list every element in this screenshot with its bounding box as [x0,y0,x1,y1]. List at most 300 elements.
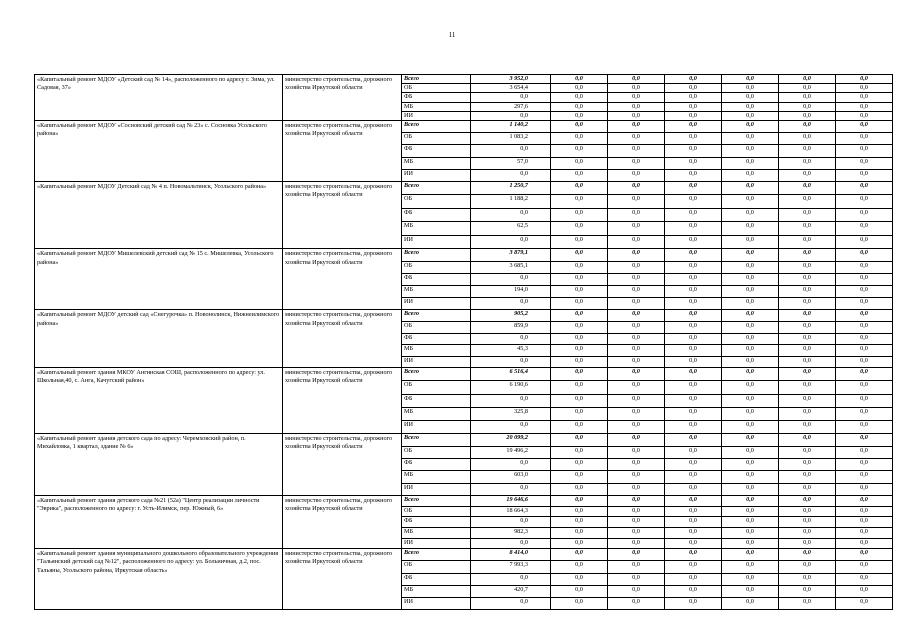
amount-cell: 0,0 [836,345,893,357]
amount-cell: 0,0 [551,222,608,236]
funding-source: ОБ [402,321,471,333]
amount-cell: 0,0 [836,597,893,609]
amount-cell: 0,0 [471,421,551,434]
project-executor: министерство строительства, дорожного хозяйства Иркутской области [283,310,402,368]
amount-cell: 0,0 [608,333,665,345]
amount-cell: 0,0 [722,157,779,169]
amount-cell: 0,0 [608,345,665,357]
amount-cell: 0,0 [608,195,665,209]
amount-cell: 62,5 [471,222,551,236]
amount-cell: 0,0 [836,573,893,585]
amount-cell: 0,0 [551,75,608,84]
funding-source: Всего [402,249,471,261]
amount-cell: 0,0 [551,285,608,297]
funding-source: ФБ [402,145,471,157]
amount-cell: 0,0 [836,249,893,261]
amount-cell: 0,0 [551,261,608,273]
amount-cell: 0,0 [836,483,893,495]
amount-cell: 0,0 [551,381,608,394]
funding-source: ФБ [402,333,471,345]
funding-source: ИИ [402,538,471,549]
amount-cell: 0,0 [722,368,779,381]
funding-table [34,74,893,610]
amount-cell: 1 140,2 [471,120,551,132]
amount-cell: 0,0 [608,285,665,297]
amount-cell: 0,0 [722,549,779,561]
amount-cell: 0,0 [551,249,608,261]
amount-cell: 0,0 [471,111,551,120]
project-executor: министерство строительства, дорожного хозяйства Иркутской области [283,549,402,610]
amount-cell: 0,0 [779,321,836,333]
amount-cell: 0,0 [608,421,665,434]
amount-cell: 0,0 [779,421,836,434]
amount-cell: 0,0 [551,133,608,145]
amount-cell: 0,0 [722,310,779,322]
amount-cell: 0,0 [779,235,836,249]
amount-cell: 0,0 [608,381,665,394]
amount-cell: 0,0 [608,483,665,495]
amount-cell: 0,0 [665,298,722,310]
project-executor: министерство строительства, дорожного хозяйства Иркутской области [283,120,402,181]
funding-source: ИИ [402,597,471,609]
funding-source: Всего [402,549,471,561]
amount-cell: 0,0 [551,235,608,249]
amount-cell: 0,0 [779,446,836,458]
amount-cell: 0,0 [608,561,665,573]
funding-source: ИИ [402,235,471,249]
amount-cell: 0,0 [779,496,836,507]
amount-cell: 0,0 [779,597,836,609]
amount-cell: 0,0 [779,273,836,285]
amount-cell: 0,0 [722,120,779,132]
amount-cell: 0,0 [779,333,836,345]
amount-cell: 0,0 [836,446,893,458]
amount-cell: 0,0 [665,181,722,195]
amount-cell: 1 083,2 [471,133,551,145]
amount-cell: 0,0 [665,345,722,357]
project-description: «Капитальный ремонт МДОУ Детский сад № 4 п. Новомальтинск, Усольского района» [35,181,283,249]
amount-cell: 0,0 [836,298,893,310]
amount-cell: 0,0 [779,527,836,538]
amount-cell: 0,0 [665,102,722,111]
amount-cell: 0,0 [722,195,779,209]
amount-cell: 0,0 [665,84,722,93]
project-executor: министерство строительства, дорожного хозяйства Иркутской области [283,368,402,434]
amount-cell: 0,0 [779,285,836,297]
amount-cell: 0,0 [722,261,779,273]
page-number: 11 [448,31,456,39]
amount-cell: 982,3 [471,527,551,538]
amount-cell: 8 414,0 [471,549,551,561]
amount-cell: 420,7 [471,585,551,597]
amount-cell: 18 664,3 [471,506,551,517]
funding-source: ИИ [402,356,471,368]
amount-cell: 0,0 [608,573,665,585]
project-executor: министерство строительства, дорожного хозяйства Иркутской области [283,496,402,549]
amount-cell: 0,0 [665,285,722,297]
amount-cell: 0,0 [608,549,665,561]
amount-cell: 0,0 [779,249,836,261]
amount-cell: 603,0 [471,471,551,483]
project-description: «Капитальный ремонт МДОУ «Сосновский детский сад № 23» с. Сосновка Усольского района» [35,120,283,181]
amount-cell: 0,0 [608,145,665,157]
amount-cell: 0,0 [836,368,893,381]
funding-source: ИИ [402,483,471,495]
amount-cell: 0,0 [471,483,551,495]
amount-cell: 0,0 [836,561,893,573]
amount-cell: 0,0 [471,459,551,471]
amount-cell: 905,2 [471,310,551,322]
funding-source: ИИ [402,111,471,120]
amount-cell: 0,0 [779,181,836,195]
amount-cell: 0,0 [608,585,665,597]
amount-cell: 0,0 [779,549,836,561]
amount-cell: 0,0 [779,133,836,145]
funding-source: ОБ [402,446,471,458]
amount-cell: 0,0 [722,394,779,407]
amount-cell: 0,0 [608,273,665,285]
amount-cell: 0,0 [665,471,722,483]
amount-cell: 0,0 [665,195,722,209]
amount-cell: 0,0 [551,561,608,573]
amount-cell: 0,0 [665,273,722,285]
amount-cell: 0,0 [836,394,893,407]
amount-cell: 0,0 [665,549,722,561]
amount-cell: 0,0 [722,573,779,585]
amount-cell: 0,0 [471,333,551,345]
project-description: «Капитальный ремонт здания детского сада №21 (52а) "Центр реализации личности "Эврика", расположенного по адресу: г. Усть-Илимск, пер. Южный, 6» [35,496,283,549]
amount-cell: 0,0 [551,273,608,285]
amount-cell: 0,0 [551,208,608,222]
amount-cell: 0,0 [608,496,665,507]
amount-cell: 0,0 [551,573,608,585]
funding-source: ФБ [402,459,471,471]
amount-cell: 0,0 [665,538,722,549]
project-executor: министерство строительства, дорожного хозяйства Иркутской области [283,75,402,121]
amount-cell: 0,0 [665,381,722,394]
amount-cell: 0,0 [551,93,608,102]
amount-cell: 0,0 [779,356,836,368]
amount-cell: 0,0 [551,145,608,157]
funding-source: МБ [402,585,471,597]
amount-cell: 0,0 [836,549,893,561]
amount-cell: 0,0 [551,310,608,322]
amount-cell: 0,0 [836,321,893,333]
amount-cell: 0,0 [722,249,779,261]
amount-cell: 0,0 [722,181,779,195]
amount-cell: 0,0 [551,333,608,345]
funding-source: ИИ [402,298,471,310]
amount-cell: 0,0 [665,561,722,573]
table-row [35,549,893,561]
amount-cell: 0,0 [665,235,722,249]
funding-source: ФБ [402,273,471,285]
amount-cell: 0,0 [779,483,836,495]
amount-cell: 0,0 [608,102,665,111]
amount-cell: 0,0 [722,506,779,517]
amount-cell: 0,0 [722,102,779,111]
amount-cell: 0,0 [665,506,722,517]
amount-cell: 0,0 [722,93,779,102]
amount-cell: 0,0 [779,195,836,209]
amount-cell: 0,0 [665,145,722,157]
amount-cell: 20 099,2 [471,434,551,446]
amount-cell: 0,0 [836,235,893,249]
amount-cell: 0,0 [665,368,722,381]
amount-cell: 0,0 [608,446,665,458]
amount-cell: 0,0 [836,310,893,322]
table-row [35,120,893,132]
amount-cell: 0,0 [665,261,722,273]
amount-cell: 0,0 [722,75,779,84]
amount-cell: 0,0 [608,506,665,517]
amount-cell: 0,0 [665,75,722,84]
project-description: «Капитальный ремонт здания муниципального дошкольного образовательного учреждения "Тальянский детский сад №12", расположенного по адресу: ул. Больничная, д.2, пос. Тальяны, Усольского района, Иркутская область» [35,549,283,610]
amount-cell: 0,0 [471,235,551,249]
amount-cell: 0,0 [665,407,722,420]
amount-cell: 19 496,2 [471,446,551,458]
amount-cell: 0,0 [722,84,779,93]
funding-source: Всего [402,181,471,195]
project-description: «Капитальный ремонт здания МКОУ Ангинская СОШ, расположенного по адресу: ул. Школьная,40, с. Анга, Качугский район» [35,368,283,434]
amount-cell: 0,0 [608,235,665,249]
amount-cell: 57,0 [471,157,551,169]
table-row [35,368,893,381]
amount-cell: 0,0 [836,273,893,285]
amount-cell: 0,0 [722,527,779,538]
amount-cell: 0,0 [722,496,779,507]
funding-source: МБ [402,527,471,538]
amount-cell: 0,0 [665,459,722,471]
amount-cell: 0,0 [551,181,608,195]
amount-cell: 0,0 [722,133,779,145]
amount-cell: 0,0 [722,434,779,446]
amount-cell: 0,0 [665,310,722,322]
amount-cell: 0,0 [836,527,893,538]
amount-cell: 0,0 [779,345,836,357]
amount-cell: 0,0 [722,145,779,157]
amount-cell: 0,0 [608,459,665,471]
amount-cell: 0,0 [722,298,779,310]
table-row [35,249,893,261]
project-executor: министерство строительства, дорожного хозяйства Иркутской области [283,434,402,496]
amount-cell: 0,0 [608,394,665,407]
amount-cell: 0,0 [608,538,665,549]
amount-cell: 0,0 [722,111,779,120]
amount-cell: 0,0 [836,157,893,169]
amount-cell: 0,0 [722,235,779,249]
amount-cell: 0,0 [551,84,608,93]
amount-cell: 0,0 [551,549,608,561]
funding-source: МБ [402,102,471,111]
amount-cell: 0,0 [471,273,551,285]
amount-cell: 859,9 [471,321,551,333]
amount-cell: 0,0 [722,585,779,597]
amount-cell: 0,0 [608,356,665,368]
amount-cell: 0,0 [665,585,722,597]
amount-cell: 0,0 [608,120,665,132]
amount-cell: 3 685,1 [471,261,551,273]
amount-cell: 0,0 [836,381,893,394]
funding-source: ОБ [402,261,471,273]
amount-cell: 0,0 [608,93,665,102]
amount-cell: 0,0 [722,169,779,181]
amount-cell: 0,0 [722,222,779,236]
amount-cell: 0,0 [779,93,836,102]
amount-cell: 0,0 [551,421,608,434]
amount-cell: 0,0 [779,145,836,157]
amount-cell: 0,0 [665,597,722,609]
amount-cell: 0,0 [779,381,836,394]
amount-cell: 0,0 [836,120,893,132]
amount-cell: 0,0 [836,285,893,297]
funding-source: ФБ [402,394,471,407]
amount-cell: 0,0 [836,517,893,528]
amount-cell: 0,0 [608,434,665,446]
amount-cell: 0,0 [471,573,551,585]
funding-source: МБ [402,407,471,420]
amount-cell: 0,0 [779,368,836,381]
funding-source: ОБ [402,506,471,517]
project-executor: министерство строительства, дорожного хозяйства Иркутской области [283,249,402,310]
amount-cell: 0,0 [836,84,893,93]
amount-cell: 0,0 [722,471,779,483]
amount-cell: 0,0 [551,496,608,507]
amount-cell: 0,0 [836,585,893,597]
amount-cell: 0,0 [665,133,722,145]
amount-cell: 0,0 [665,394,722,407]
amount-cell: 0,0 [779,394,836,407]
table-row [35,434,893,446]
amount-cell: 0,0 [471,93,551,102]
amount-cell: 0,0 [722,285,779,297]
amount-cell: 0,0 [608,84,665,93]
amount-cell: 0,0 [836,169,893,181]
amount-cell: 0,0 [722,321,779,333]
amount-cell: 45,3 [471,345,551,357]
amount-cell: 0,0 [551,102,608,111]
amount-cell: 3 952,0 [471,75,551,84]
amount-cell: 0,0 [551,538,608,549]
amount-cell: 0,0 [836,421,893,434]
amount-cell: 0,0 [551,169,608,181]
amount-cell: 0,0 [722,356,779,368]
amount-cell: 0,0 [836,111,893,120]
funding-source: МБ [402,471,471,483]
amount-cell: 0,0 [608,157,665,169]
amount-cell: 0,0 [608,517,665,528]
funding-source: Всего [402,120,471,132]
funding-source: МБ [402,345,471,357]
amount-cell: 7 993,3 [471,561,551,573]
amount-cell: 0,0 [665,222,722,236]
amount-cell: 0,0 [722,538,779,549]
amount-cell: 0,0 [722,517,779,528]
amount-cell: 0,0 [471,538,551,549]
amount-cell: 0,0 [665,321,722,333]
table-row [35,496,893,507]
amount-cell: 0,0 [779,506,836,517]
amount-cell: 0,0 [551,483,608,495]
amount-cell: 0,0 [665,573,722,585]
amount-cell: 1 250,7 [471,181,551,195]
amount-cell: 0,0 [471,597,551,609]
amount-cell: 0,0 [779,75,836,84]
funding-source: Всего [402,368,471,381]
amount-cell: 0,0 [551,195,608,209]
amount-cell: 0,0 [665,249,722,261]
amount-cell: 1 188,2 [471,195,551,209]
amount-cell: 0,0 [665,208,722,222]
amount-cell: 0,0 [551,345,608,357]
amount-cell: 0,0 [551,120,608,132]
amount-cell: 0,0 [779,120,836,132]
amount-cell: 0,0 [608,111,665,120]
amount-cell: 0,0 [779,434,836,446]
amount-cell: 0,0 [551,321,608,333]
amount-cell: 0,0 [836,471,893,483]
amount-cell: 0,0 [779,111,836,120]
amount-cell: 0,0 [779,471,836,483]
amount-cell: 0,0 [665,356,722,368]
amount-cell: 0,0 [722,421,779,434]
amount-cell: 0,0 [665,527,722,538]
amount-cell: 0,0 [608,169,665,181]
amount-cell: 0,0 [665,111,722,120]
amount-cell: 0,0 [665,421,722,434]
funding-source: ОБ [402,381,471,394]
amount-cell: 0,0 [471,169,551,181]
amount-cell: 0,0 [836,133,893,145]
amount-cell: 0,0 [722,483,779,495]
funding-source: Всего [402,310,471,322]
amount-cell: 0,0 [551,111,608,120]
amount-cell: 0,0 [551,446,608,458]
amount-cell: 0,0 [779,407,836,420]
amount-cell: 6 516,4 [471,368,551,381]
project-description: «Капитальный ремонт здания детского сада по адресу: Черемховский район, п. Михайловка, 1 квартал, здание № 6» [35,434,283,496]
amount-cell: 0,0 [722,459,779,471]
funding-source: МБ [402,285,471,297]
project-executor: министерство строительства, дорожного хозяйства Иркутской области [283,181,402,249]
amount-cell: 0,0 [836,195,893,209]
project-description: «Капитальный ремонт МДОУ Мишелевский детский сад № 15 с. Мишелевка, Усольского района» [35,249,283,310]
amount-cell: 0,0 [665,333,722,345]
amount-cell: 0,0 [722,333,779,345]
amount-cell: 0,0 [608,298,665,310]
amount-cell: 0,0 [471,394,551,407]
amount-cell: 0,0 [779,459,836,471]
funding-source: ОБ [402,133,471,145]
amount-cell: 0,0 [551,434,608,446]
amount-cell: 0,0 [608,310,665,322]
amount-cell: 0,0 [836,208,893,222]
amount-cell: 0,0 [608,249,665,261]
amount-cell: 0,0 [551,506,608,517]
amount-cell: 19 646,6 [471,496,551,507]
amount-cell: 0,0 [836,356,893,368]
amount-cell: 0,0 [471,208,551,222]
funding-source: Всего [402,75,471,84]
amount-cell: 0,0 [779,169,836,181]
amount-cell: 0,0 [551,368,608,381]
amount-cell: 0,0 [608,261,665,273]
amount-cell: 0,0 [836,145,893,157]
amount-cell: 0,0 [608,222,665,236]
amount-cell: 0,0 [551,157,608,169]
funding-source: МБ [402,157,471,169]
amount-cell: 0,0 [836,102,893,111]
